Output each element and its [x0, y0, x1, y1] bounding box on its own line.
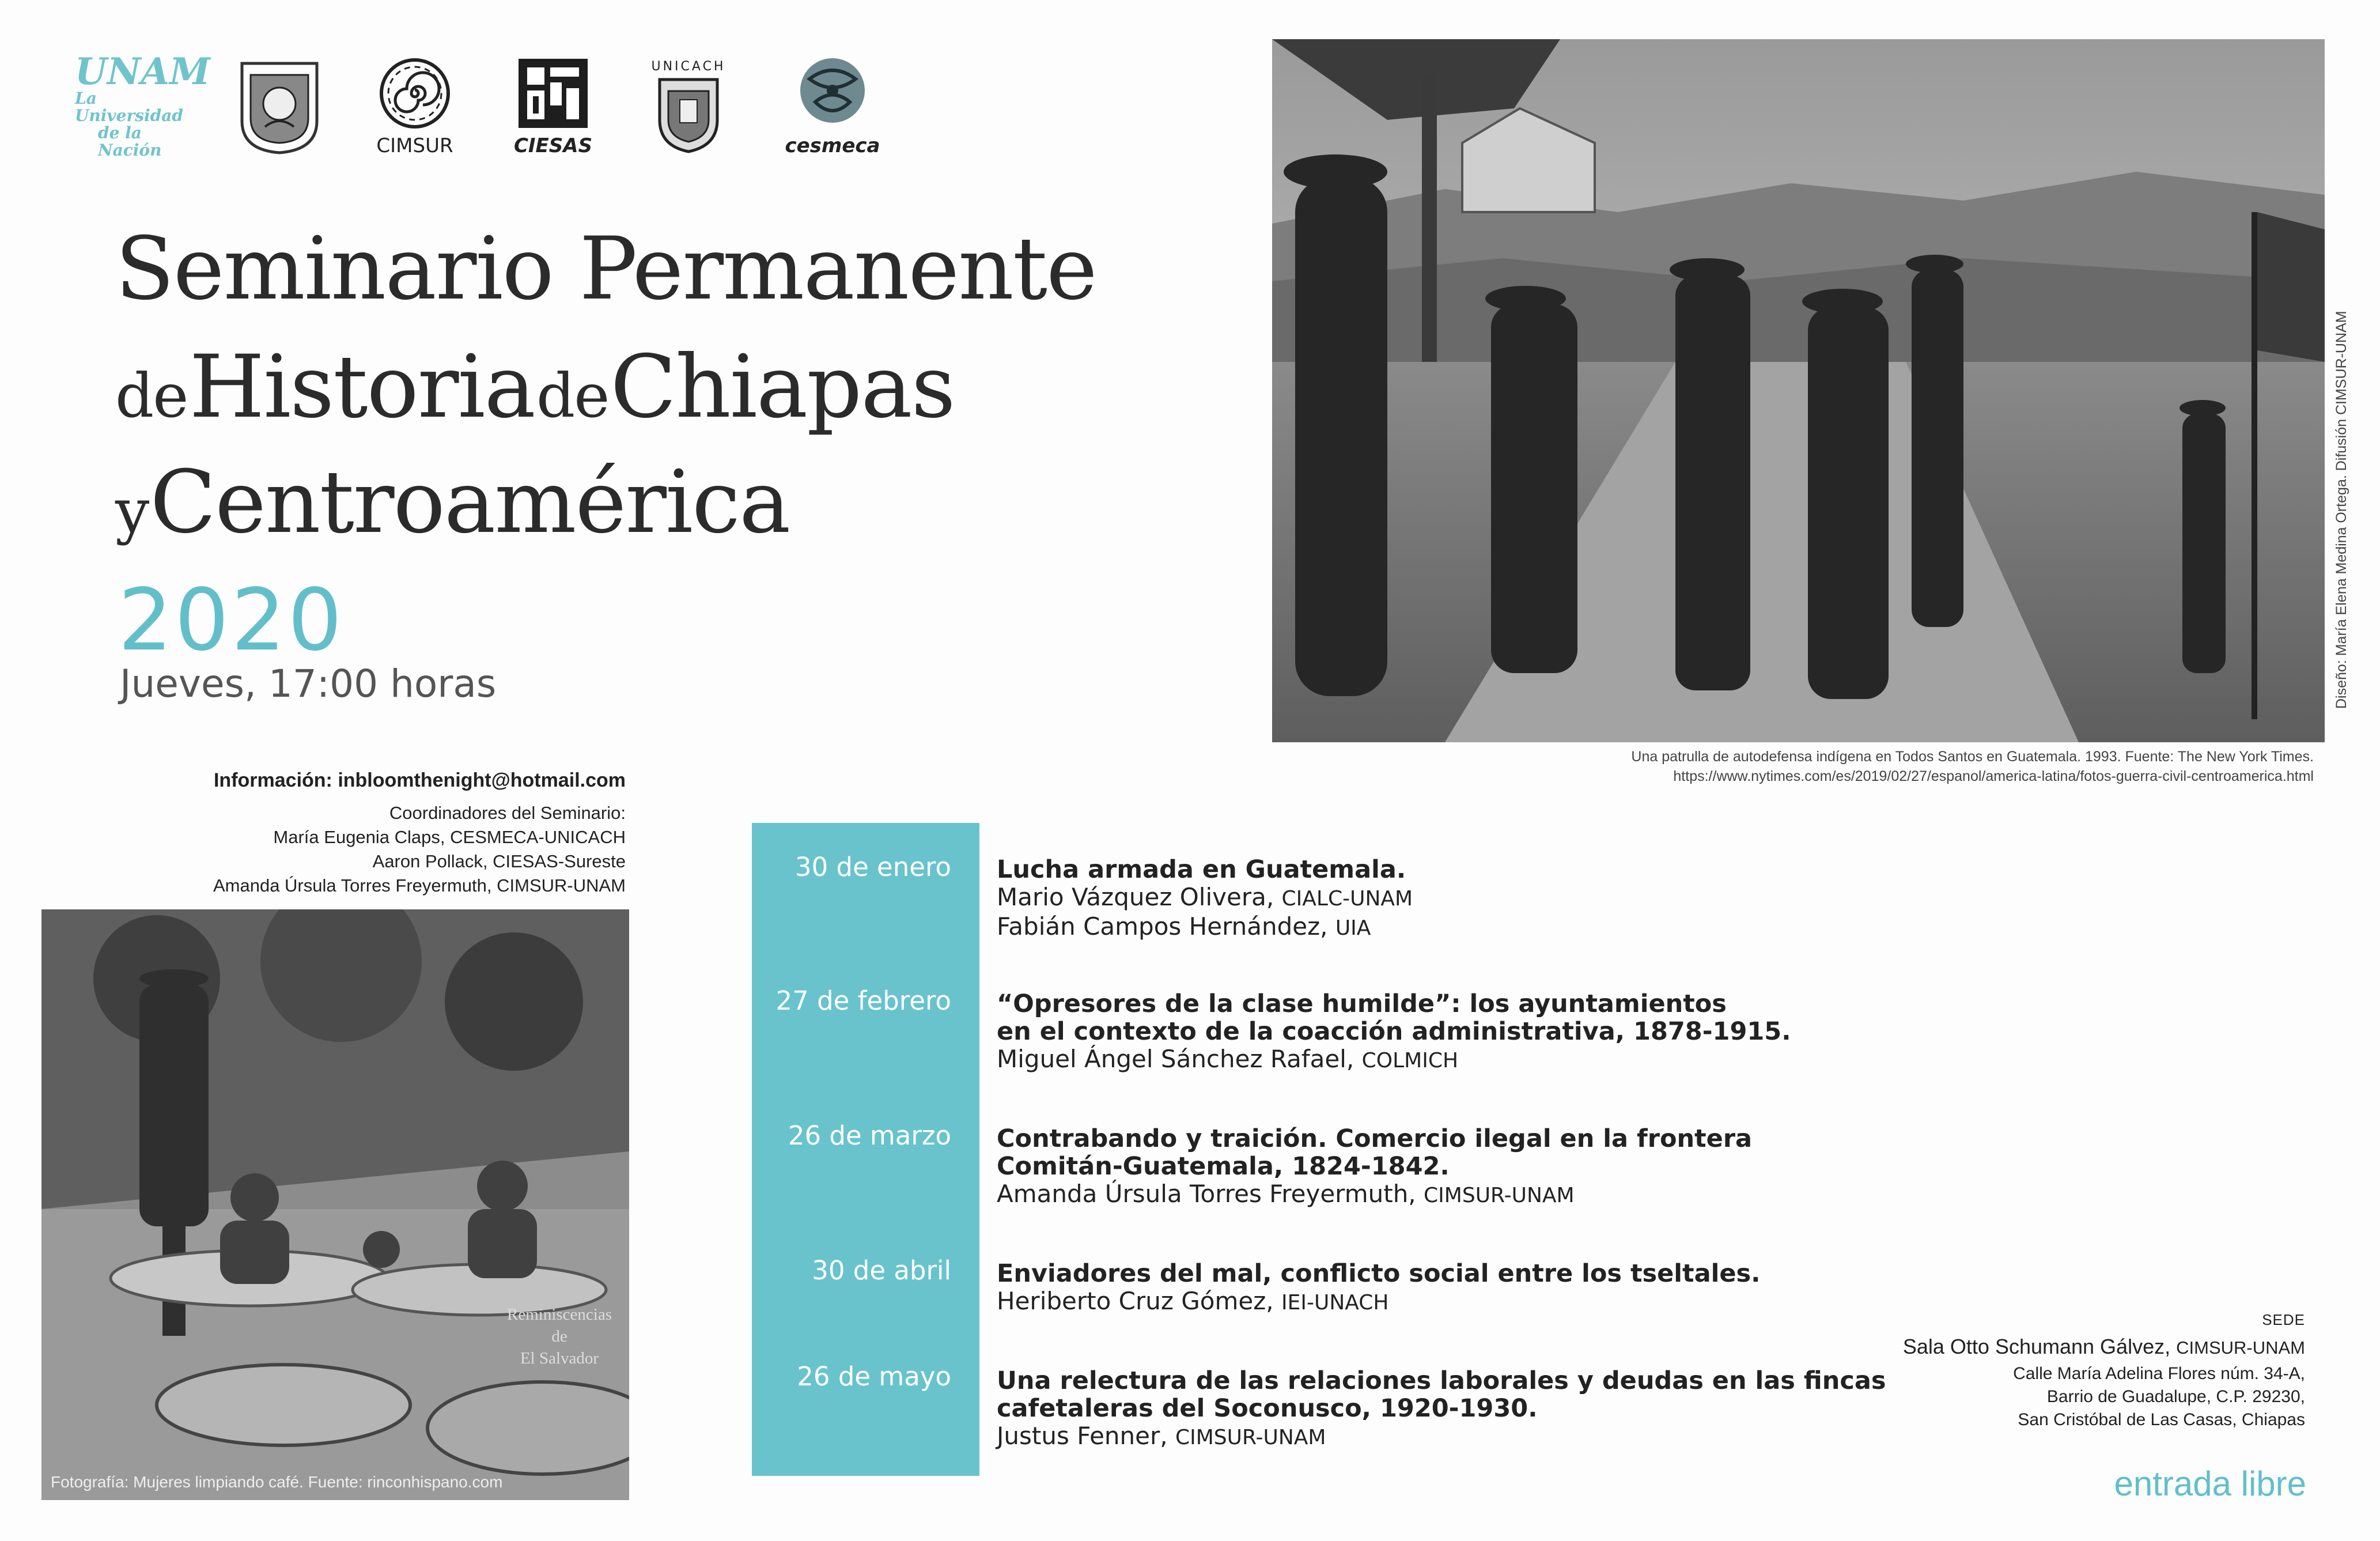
session-4-date: 30 de abril [812, 1255, 951, 1286]
session-2-title-1: “Opresores de la clase humilde”: los ayuntamientos [997, 989, 1727, 1018]
session-3 [997, 1125, 1752, 1210]
session-3-speaker-name: Amanda Úrsula Torres Freyermuth, [997, 1180, 1416, 1208]
session-5-title-1: Una relectura de las relaciones laborales y deudas en las fincas [997, 1366, 1886, 1395]
session-5-speaker [997, 1422, 1886, 1452]
session-1-speaker-1-inst: CIALC-UNAM [1281, 887, 1413, 911]
session-4-speaker [997, 1287, 1760, 1317]
info-block [213, 769, 626, 898]
coord-header: Coordinadores del Seminario: [389, 803, 626, 823]
title-de-1: de [115, 361, 188, 431]
session-5-speaker-name: Justus Fenner, [997, 1422, 1168, 1450]
photo-coffee [41, 909, 629, 1500]
session-4-speaker-name: Heriberto Cruz Gómez, [997, 1287, 1274, 1315]
cimsur-spiral-icon [377, 56, 452, 131]
session-3-title-2: Comitán-Guatemala, 1824-1842. [997, 1152, 1450, 1181]
cimsur-logo [369, 55, 461, 158]
stamp-line-3: El Salvador [520, 1349, 599, 1368]
venue-address-2: Barrio de Guadalupe, C.P. 29230, [2046, 1387, 2305, 1406]
session-3-date: 26 de marzo [788, 1120, 951, 1151]
photo-coffee-caption: Fotografía: Mujeres limpiando café. Fuente: rinconhispano.com [51, 1473, 503, 1491]
session-2-speaker-inst: COLMICH [1361, 1049, 1459, 1072]
unam-logo [75, 50, 210, 160]
unam-logo-sub2: de la Nación [98, 123, 162, 160]
session-1-speaker-2-name: Fabián Campos Hernández, [997, 912, 1328, 941]
unicach-shield-icon [654, 74, 723, 154]
title-chiapas: Chiapas [610, 337, 955, 437]
ciesas-logo [507, 55, 599, 158]
session-1-speaker-2 [997, 913, 1413, 942]
stamp-line-2: de [551, 1327, 567, 1346]
session-2 [997, 990, 1791, 1075]
photo-patrol-caption-2: https://www.nytimes.com/es/2019/02/27/espanol/america-latina/fotos-guerra-civil-centroamerica.html [1673, 768, 2314, 784]
ciesas-glyph-icon [516, 56, 591, 131]
session-5-speaker-inst: CIMSUR-UNAM [1175, 1426, 1326, 1449]
title-line-3 [115, 452, 789, 553]
session-3-speaker [997, 1180, 1752, 1210]
session-1-title: Lucha armada en Guatemala. [997, 855, 1406, 884]
ciesas-caption: CIESAS [513, 134, 593, 157]
venue-header: SEDE [2262, 1311, 2305, 1328]
session-1-speaker-1 [997, 883, 1413, 913]
title-centroamerica: Centroamérica [150, 452, 790, 553]
session-5-date: 26 de mayo [797, 1361, 951, 1392]
photo-coffee-stamp [507, 1304, 612, 1369]
venue-block [1903, 1311, 2305, 1432]
session-3-speaker-inst: CIMSUR-UNAM [1424, 1184, 1575, 1207]
venue-name [1903, 1332, 2305, 1362]
session-3-title-1: Contrabando y traición. Comercio ilegal en la frontera [997, 1124, 1753, 1153]
session-2-speaker-name: Miguel Ángel Sánchez Rafael, [997, 1045, 1354, 1073]
title-year: 2020 [118, 571, 345, 670]
photo-patrol-caption-1: Una patrulla de autodefensa indígena en Todos Santos en Guatemala. 1993. Fuente: The New York Times. [1631, 749, 2314, 765]
venue-address-3: San Cristóbal de Las Casas, Chiapas [2018, 1410, 2305, 1429]
stamp-line-1: Reminiscencias [507, 1305, 612, 1324]
session-4 [997, 1260, 1760, 1317]
session-4-title: Enviadores del mal, conflicto social entre los tseltales. [997, 1259, 1761, 1288]
session-2-date: 27 de febrero [775, 985, 951, 1016]
venue-inst: CIMSUR-UNAM [2176, 1338, 2305, 1358]
info-email: Información: inbloomthenight@hotmail.com [213, 769, 626, 791]
photo-patrol-image [1272, 39, 2325, 742]
session-1-speaker-1-name: Mario Vázquez Olivera, [997, 883, 1274, 911]
free-entry: entrada libre [2114, 1464, 2306, 1503]
title-y: y [115, 476, 149, 546]
unam-seal-icon [233, 55, 326, 158]
venue-name-text: Sala Otto Schumann Gálvez, [1902, 1335, 2171, 1358]
unam-logo-sub1: La Universidad [75, 89, 183, 125]
cesmeca-caption: cesmeca [785, 134, 880, 157]
unicach-logo [645, 55, 732, 158]
cesmeca-emblem-icon [792, 56, 873, 131]
session-1-speaker-2-inst: UIA [1335, 916, 1371, 940]
title-line-1-text: Seminario Permanente [115, 219, 1096, 319]
session-4-speaker-inst: IEI-UNACH [1281, 1291, 1389, 1315]
cimsur-caption: CIMSUR [376, 134, 453, 157]
venue-address-1: Calle María Adelina Flores núm. 34-A, [2013, 1364, 2305, 1383]
photo-patrol-caption [1631, 747, 2314, 786]
photo-patrol [1272, 39, 2325, 742]
session-1 [997, 856, 1413, 942]
schedule-time: Jueves, 17:00 horas [120, 662, 497, 706]
session-5-title-2: cafetaleras del Soconusco, 1920-1930. [997, 1394, 1538, 1423]
coordinator-2: Aaron Pollack, CIESAS-Sureste [372, 851, 626, 871]
session-2-speaker [997, 1045, 1791, 1075]
design-credit [2333, 305, 2350, 709]
session-1-date: 30 de enero [794, 852, 951, 882]
title-line-2 [115, 337, 955, 437]
design-credit-text: Diseño: María Elena Medina Ortega. Difusión CIMSUR-UNAM [2333, 311, 2349, 709]
cesmeca-logo [784, 55, 881, 158]
unam-logo-text: UNAM [75, 50, 210, 93]
session-5 [997, 1367, 1886, 1452]
title-de-2: de [536, 361, 609, 431]
title-historia: Historia [189, 337, 535, 437]
unicach-caption: UNICACH [651, 59, 726, 74]
photo-coffee-image [41, 909, 629, 1500]
session-2-title-2: en el contexto de la coacción administrativa, 1878-1915. [997, 1017, 1791, 1046]
coordinator-3: Amanda Úrsula Torres Freyermuth, CIMSUR-UNAM [213, 875, 626, 896]
coordinator-1: María Eugenia Claps, CESMECA-UNICACH [273, 827, 626, 847]
title-line-1 [115, 219, 1096, 319]
